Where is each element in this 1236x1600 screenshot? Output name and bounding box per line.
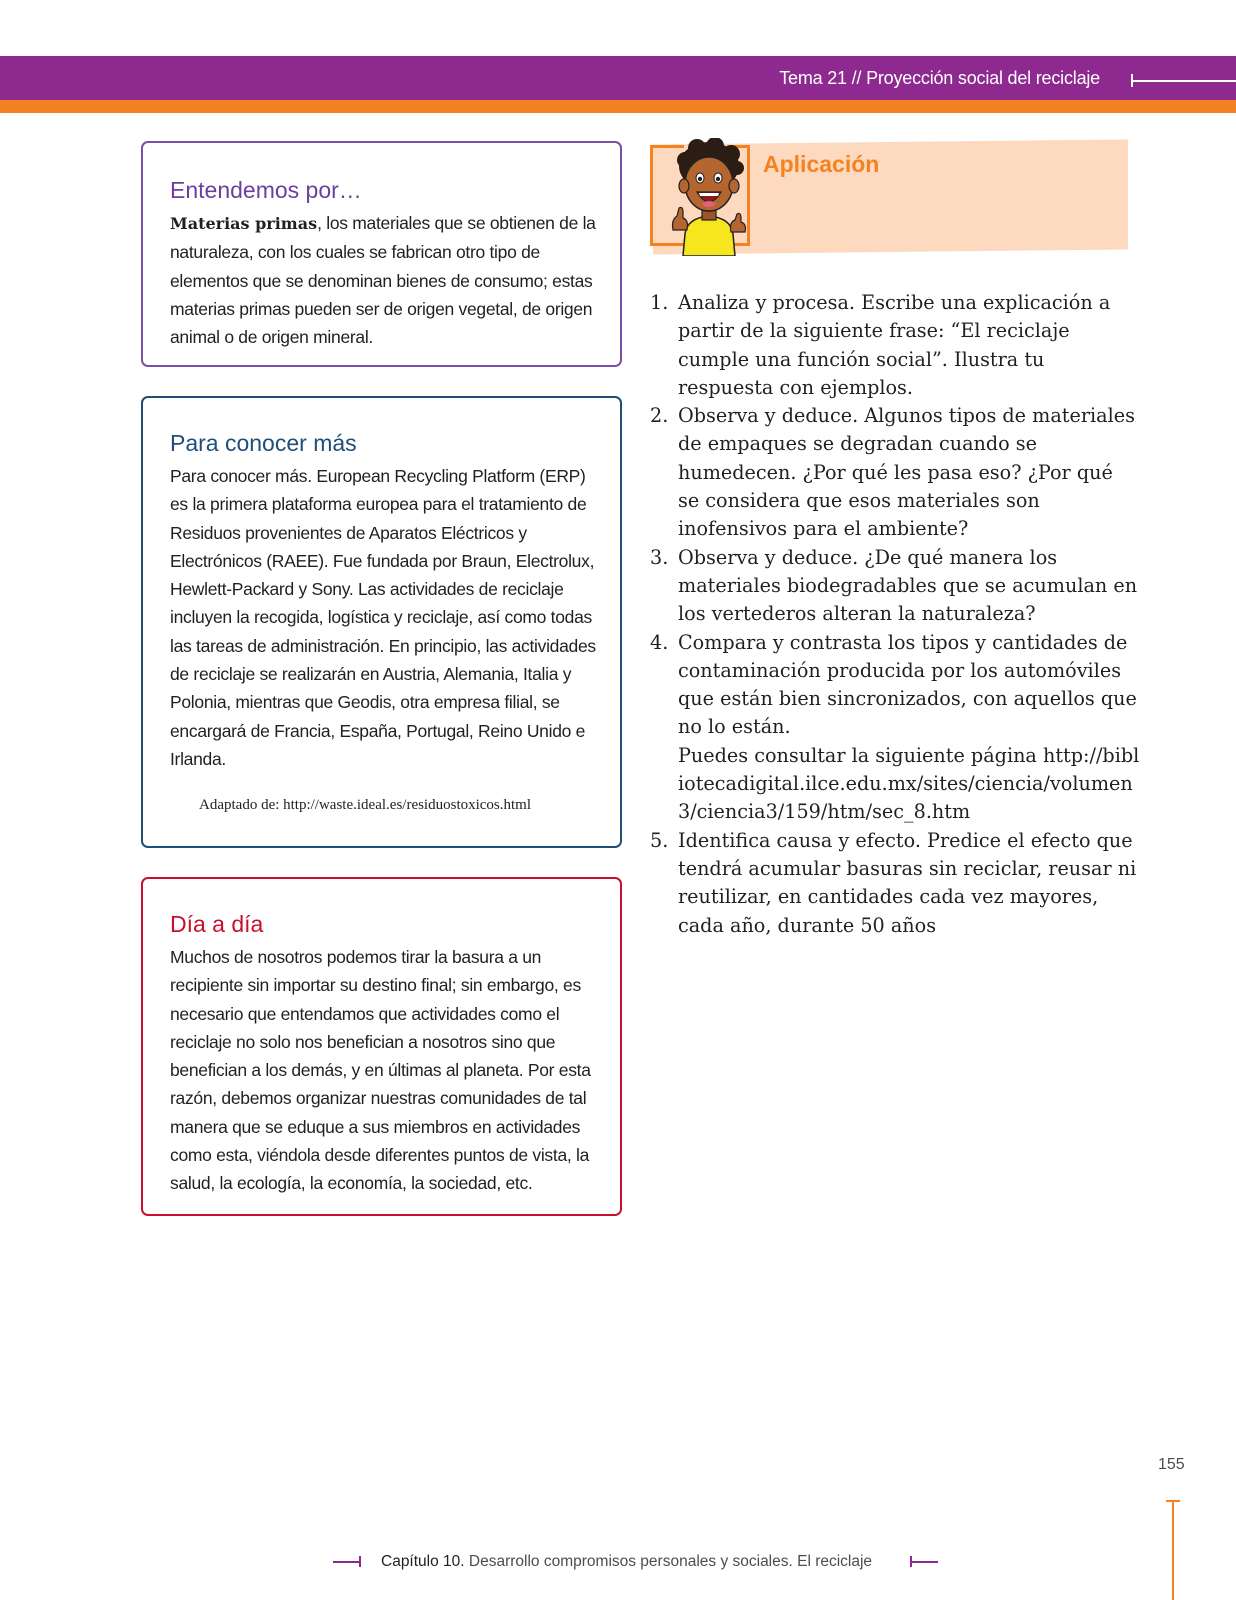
conocer-box (141, 396, 622, 848)
header-stripe (0, 100, 1236, 113)
chapter-label: Capítulo 10. (381, 1553, 465, 1570)
entendemos-definition: , los materiales que se obtienen de la naturaleza, con los cuales se fabrican otro tipo de elementos que se denominan bienes de consumo; estas materias primas pueden ser de origen vegetal, de origen animal o de origen mineral. (170, 213, 596, 348)
footer-rule-right (910, 1561, 938, 1563)
header-rule (1131, 80, 1236, 82)
footer-tick-left (359, 1556, 361, 1567)
smiling-boy-thumbs-up-icon (665, 138, 753, 256)
page-number-rule (1172, 1500, 1174, 1600)
exercise-number: 1. (650, 291, 669, 314)
exercise-number: 3. (650, 545, 669, 569)
page-number: 155 (1158, 1456, 1185, 1473)
exercise-text: Observa y deduce. ¿De qué manera los materiales biodegradables que se acumulan en los vertederos alteran la naturaleza? (678, 545, 1138, 626)
exercise-text: Observa y deduce. Algunos tipos de materiales de empaques se degradan cuando se humedecen. ¿Por qué les pasa eso? ¿Por qué se considera que esos materiales son inofensivos para el ambiente? (678, 404, 1135, 541)
exercise-item (650, 289, 1140, 402)
exercise-number: 4. (650, 630, 669, 654)
chapter-title: Desarrollo compromisos personales y sociales. El reciclaje (464, 1553, 873, 1570)
exercise-list (650, 289, 1140, 940)
exercise-link-text: Puedes consultar la siguiente página http://bibliotecadigital.ilce.edu.mx/sites/ciencia/volumen3/ciencia3/159/htm/sec_8.htm (678, 743, 1140, 824)
exercise-item (650, 827, 1140, 940)
conocer-heading: Para conocer más (170, 430, 357, 456)
footer-rule-left (333, 1561, 361, 1563)
dia-box (141, 877, 622, 1216)
entendemos-text (170, 209, 600, 351)
aplicacion-title: Aplicación (763, 151, 880, 177)
exercise-item (650, 402, 1140, 543)
entendemos-term: Materias primas (170, 214, 318, 233)
conocer-text: Para conocer más. European Recycling Platform (ERP) es la primera plataforma europea para el tratamiento de Residuos provenientes de Aparatos Eléctricos y Electrónicos (RAEE). Fue fundada por Braun, Electrolux, Hewlett-Packard y Sony. Las actividades de reciclaje incluyen la recogida, logística y reciclaje, así como todas las tareas de administración. En principio, las actividades de reciclaje se realizarán en Austria, Alemania, Italia y Polonia, mientras que Geodis, otra empresa filial, se encargará de Francia, España, Portugal, Reino Unido e Irlanda. (170, 466, 596, 769)
exercise-number: 5. (650, 828, 669, 852)
exercise-item (650, 629, 1140, 827)
dia-text: Muchos de nosotros podemos tirar la basura a un recipiente sin importar su destino final; sin embargo, es necesario que entendamos que actividades como el reciclaje no solo nos benefician a nosotros sino que benefician a los demás, y en últimas al planeta. Por esta razón, debemos organizar nuestras comunidades de tal manera que se eduque a sus miembros en actividades como esta, viéndola desde diferentes puntos de vista, la salud, la ecología, la economía, la sociedad, etc. (170, 947, 591, 1194)
dia-heading: Día a día (170, 911, 264, 937)
exercise-text: Analiza y procesa. Escribe una explicación a partir de la siguiente frase: “El reciclaje cumple una función social”. Ilustra tu respuesta con ejemplos. (678, 291, 1111, 399)
exercise-number: 2. (650, 404, 669, 428)
entendemos-heading: Entendemos por… (170, 177, 362, 203)
exercise-item (650, 544, 1140, 629)
footer-chapter (381, 1553, 872, 1571)
exercise-text: Compara y contrasta los tipos y cantidades de contaminación producida por los automóviles que están bien sincronizados, con aquellos que no lo están. (678, 630, 1137, 739)
entendemos-box (141, 141, 622, 367)
exercise-text: Identifica causa y efecto. Predice el efecto que tendrá acumular basuras sin reciclar, reusar ni reutilizar, en cantidades cada vez mayores, cada año, durante 50 años (678, 828, 1137, 937)
conocer-source: Adaptado de: http://waste.ideal.es/residuostoxicos.html (199, 797, 532, 813)
topic-title: Tema 21 // Proyección social del reciclaje (779, 68, 1100, 88)
